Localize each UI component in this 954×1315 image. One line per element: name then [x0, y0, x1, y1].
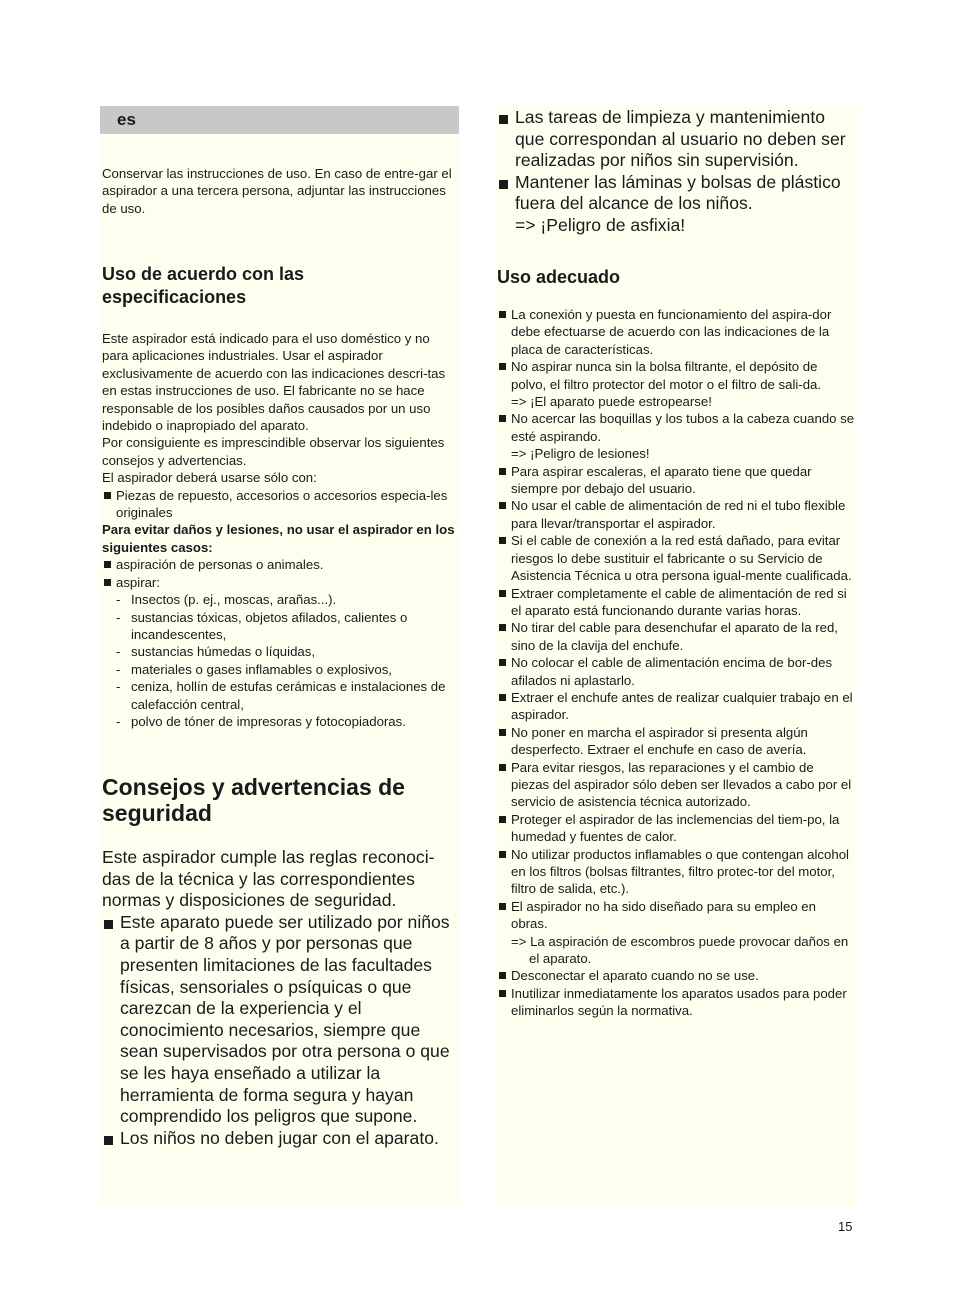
safety-list [102, 912, 460, 1150]
list-item-text: Para aspirar escaleras, el aparato tiene que quedar siempre por debajo del usuario. [511, 463, 812, 497]
safety-body [102, 847, 460, 1149]
list-item-note: => ¡El aparato puede estropearse! [511, 394, 712, 410]
list-item-text: Proteger el aspirador de las inclemencias del tiem-po, la humedad y fuentes de calor. [511, 811, 840, 845]
list-item: aspiración de personas o animales. [102, 556, 456, 573]
list-item [497, 654, 855, 689]
list-item-text: Mantener las láminas y bolsas de plástico fuera del alcance de los niños. [515, 171, 841, 214]
intro-text: Conservar las instrucciones de uso. En caso de entre-gar el aspirador a una tercera persona, adjuntar las instrucciones de uso. [102, 166, 452, 216]
substances-list [102, 591, 456, 730]
list-item [497, 985, 855, 1020]
list-item-text: No acercar las boquillas y los tubos a la cabeza cuando se esté aspirando. [511, 411, 855, 444]
list-item [497, 463, 855, 498]
dash-item: - sustancias tóxicas, objetos afilados, calientes o incandescentes, [102, 609, 456, 644]
section-title-safety: Consejos y advertencias de seguridad [102, 774, 405, 826]
misuse-list [102, 556, 456, 591]
section-title-specifications: Uso de acuerdo con las especificaciones [102, 264, 305, 307]
dash-item: - polvo de tóner de impresoras y fotocopiadoras. [102, 713, 456, 730]
list-item [497, 724, 855, 759]
list-item: Los niños no deben jugar con el aparato. [102, 1128, 460, 1150]
list-item-text: Extraer el enchufe antes de realizar cualquier trabajo en el aspirador. [511, 689, 853, 723]
proper-use-list [497, 306, 855, 1020]
section-title-proper-use: Uso adecuado [497, 267, 621, 287]
list-item-text: Inutilizar inmediatamente los aparatos usados para poder eliminarlos según la normativa. [511, 985, 847, 1019]
list-item [497, 172, 855, 237]
dash-item: - materiales o gases inflamables o explosivos, [102, 661, 456, 678]
list-item-text: Si el cable de conexión a la red está dañado, para evitar riesgos lo debe sustituir el fabricante o su Servicio de Asistencia Técnica u otra persona igual-mente cualificada. [511, 533, 852, 584]
language-bar [100, 106, 459, 134]
list-item [497, 532, 855, 584]
specifications-body [102, 330, 456, 730]
list-item [497, 410, 855, 462]
list-item [497, 967, 855, 984]
list-item-text: No poner en marcha el aspirador si presenta algún desperfecto. Extraer el enchufe en caso de avería. [511, 724, 808, 758]
parts-list [102, 487, 456, 522]
dash-item: - ceniza, hollín de estufas cerámicas e instalaciones de calefacción central, [102, 678, 456, 713]
children-list [497, 107, 855, 237]
list-item-text: Para evitar riesgos, las reparaciones y el cambio de piezas del aspirador sólo deben ser llevados a cabo por el servicio de asistencia técnica autorizado. [511, 759, 852, 810]
right-top-body [497, 107, 855, 237]
list-item [497, 759, 855, 811]
list-item [497, 619, 855, 654]
list-item [497, 585, 855, 620]
list-item [497, 306, 855, 358]
list-item-text: Extraer completamente el cable de alimentación de red si el aparato está funcionando durante varias horas. [511, 585, 847, 618]
warning-heading: Para evitar daños y lesiones, no usar el aspirador en los siguientes casos: [102, 522, 455, 555]
list-item: Las tareas de limpieza y mantenimiento que correspondan al usuario no deben ser realizadas por niños sin supervisión. [497, 107, 855, 172]
list-item-note: => La aspiración de escombros puede provocar daños en el aparato. [511, 933, 849, 967]
list-item-text: No usar el cable de alimentación de red ni el tubo flexible para llevar/transportar el aspirador. [511, 498, 846, 531]
dash-item: - sustancias húmedas o líquidas, [102, 643, 456, 660]
specifications-paragraph-3: El aspirador deberá usarse sólo con: [102, 470, 317, 486]
list-item-text: El aspirador no ha sido diseñado para su empleo en obras. [511, 898, 816, 932]
list-item-note: => ¡Peligro de lesiones! [511, 446, 650, 462]
danger-note: => ¡Peligro de asfixia! [515, 214, 686, 235]
safety-intro: Este aspirador cumple las reglas reconoci-das de la técnica y las correspondientes normas y disposiciones de seguridad. [102, 847, 435, 911]
specifications-paragraph-2: Por consiguiente es imprescindible observar los siguientes consejos y advertencias. [102, 435, 445, 468]
list-item [497, 497, 855, 532]
list-item-text: No utilizar productos inflamables o que contengan alcohol en los filtros (bolsas filtrantes, filtro protec-tor del motor, filtro de salida, etc.). [511, 846, 849, 897]
language-label: es [117, 110, 136, 129]
list-item: Este aparato puede ser utilizado por niños a partir de 8 años y por personas que presenten limitaciones de las facultades físicas, sensoriales o psíquicas o que carezcan de la experiencia y el conocimiento necesarios, siempre que sean supervisados por otra persona o que se les haya enseñado a utilizar la herramienta de forma segura y hayan comprendido los peligros que supone. [102, 912, 460, 1128]
list-item-text: No tirar del cable para desenchufar el aparato de la red, sino de la clavija del enchufe. [511, 620, 838, 653]
list-item-text: La conexión y puesta en funcionamiento del aspira-dor debe efectuarse de acuerdo con las indicaciones de la placa de características. [511, 307, 832, 357]
list-item [497, 689, 855, 724]
page-number: 15 [838, 1219, 853, 1234]
list-item [497, 811, 855, 846]
list-item: aspirar: [102, 574, 456, 591]
list-item-text: Desconectar el aparato cuando no se use. [511, 968, 759, 984]
list-item [497, 898, 855, 968]
list-item [497, 358, 855, 410]
dash-item: - Insectos (p. ej., moscas, arañas...). [102, 591, 456, 608]
list-item-text: No colocar el cable de alimentación encima de bor-des afilados ni aplastarlo. [511, 655, 833, 688]
list-item: Piezas de repuesto, accesorios o accesorios especia-les originales [102, 487, 456, 522]
proper-use-body [497, 306, 855, 1020]
list-item [497, 846, 855, 898]
specifications-paragraph-1: Este aspirador está indicado para el uso doméstico y no para aplicaciones industriales. Usar el aspirador exclusivamente de acuerdo con las indicaciones descri-tas en estas instrucciones de uso. El fabricante no se hace responsable de los posibles daños causados por un uso indebido o inapropiado del aparato. [102, 331, 446, 434]
list-item-text: No aspirar nunca sin la bolsa filtrante, el depósito de polvo, el filtro protector del motor o el filtro de sali-da. [511, 359, 822, 392]
